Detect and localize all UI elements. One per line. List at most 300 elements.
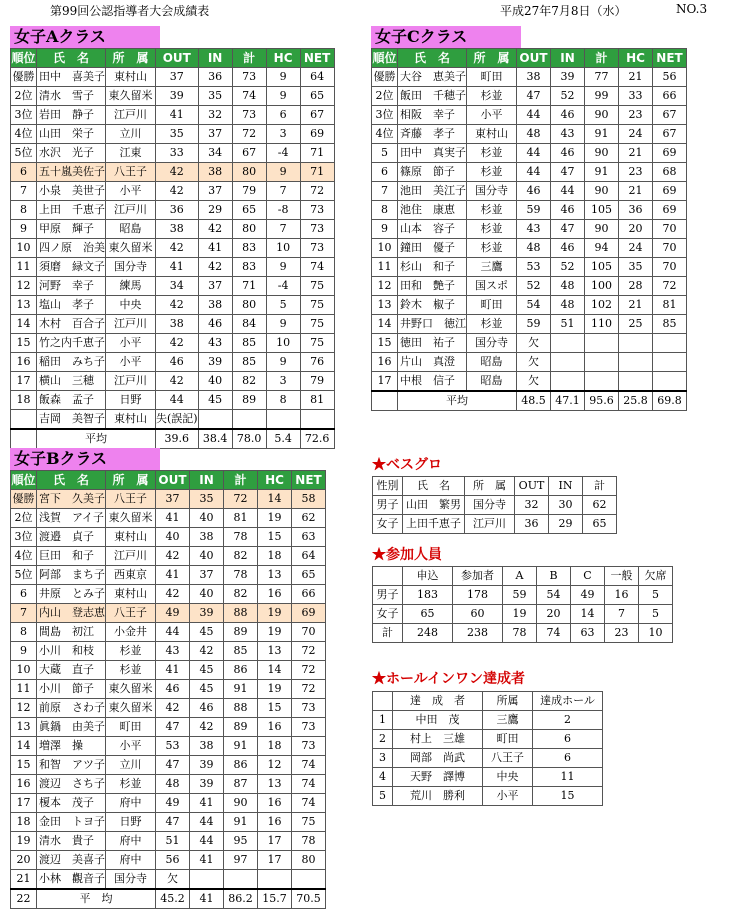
cell-club: 東久留米 bbox=[106, 699, 156, 718]
table-cell: 三鷹 bbox=[483, 711, 533, 730]
table-row bbox=[372, 201, 687, 220]
cell-hc bbox=[266, 410, 300, 430]
cell-out: 51 bbox=[156, 832, 190, 851]
cell-rank: 2位 bbox=[11, 87, 37, 106]
cell-out: 46 bbox=[156, 680, 190, 699]
table-row bbox=[11, 623, 326, 642]
cell-in: 37 bbox=[198, 125, 232, 144]
cell-rank: 5位 bbox=[11, 566, 37, 585]
cell-in: 45 bbox=[190, 680, 224, 699]
col-header-hc: HC bbox=[258, 471, 292, 490]
cell-club: 三鷹 bbox=[467, 258, 517, 277]
cell-club: 東村山 bbox=[106, 528, 156, 547]
cell-total: 90 bbox=[585, 144, 619, 163]
cell-club: 東久留米 bbox=[106, 87, 156, 106]
class-a-section bbox=[10, 26, 335, 449]
cell-in: 38 bbox=[190, 737, 224, 756]
cell-out: 41 bbox=[156, 661, 190, 680]
cell-name: 井原 とみ子 bbox=[37, 585, 106, 604]
cell-hc: 14 bbox=[258, 661, 292, 680]
table-cell: 178 bbox=[453, 586, 503, 605]
class-c-title: 女子Cクラス bbox=[371, 26, 521, 48]
cell-rank: 5位 bbox=[11, 144, 37, 163]
cell-net: 56 bbox=[653, 68, 687, 87]
cell-rank: 17 bbox=[372, 372, 398, 392]
cell-name: 田中 喜美子 bbox=[37, 68, 106, 87]
cell-name: 池田 美江子 bbox=[398, 182, 467, 201]
cell-name: 徳田 祐子 bbox=[398, 334, 467, 353]
table-cell: 八王子 bbox=[483, 749, 533, 768]
table-row bbox=[372, 372, 687, 392]
cell-out: 失(誤記) bbox=[156, 410, 199, 430]
cell-out: 38 bbox=[517, 68, 551, 87]
class_b-header-row bbox=[11, 471, 326, 490]
cell-out: 54 bbox=[517, 296, 551, 315]
average-out: 45.2 bbox=[156, 889, 190, 909]
cell-rank: 15 bbox=[11, 334, 37, 353]
cell-in: 41 bbox=[190, 794, 224, 813]
cell-in: 45 bbox=[190, 661, 224, 680]
cell-net: 76 bbox=[300, 353, 334, 372]
cell-in bbox=[551, 334, 585, 353]
cell-out: 44 bbox=[156, 391, 199, 410]
cell-net: 75 bbox=[292, 813, 326, 832]
table-cell: 10 bbox=[639, 624, 673, 643]
cell-total: 91 bbox=[585, 163, 619, 182]
cell-rank: 16 bbox=[372, 353, 398, 372]
cell-rank: 17 bbox=[11, 372, 37, 391]
cell-out: 欠 bbox=[156, 870, 190, 890]
cell-hc: 7 bbox=[266, 220, 300, 239]
cell-hc bbox=[619, 353, 653, 372]
cell-total: 83 bbox=[232, 239, 266, 258]
cell-in: 38 bbox=[190, 528, 224, 547]
cell-name: 横山 三穂 bbox=[37, 372, 106, 391]
cell-rank: 優勝 bbox=[372, 68, 398, 87]
table-cell: 4 bbox=[373, 768, 393, 787]
cell-hc: 35 bbox=[619, 258, 653, 277]
cell-out: 43 bbox=[156, 642, 190, 661]
cell-total: 91 bbox=[224, 737, 258, 756]
table-row bbox=[11, 144, 335, 163]
table-cell: 29 bbox=[549, 515, 583, 534]
cell-in: 51 bbox=[551, 315, 585, 334]
table-cell: 小平 bbox=[483, 787, 533, 806]
cell-net: 72 bbox=[292, 642, 326, 661]
cell-club: 東久留米 bbox=[106, 509, 156, 528]
cell-in: 48 bbox=[551, 277, 585, 296]
cell-total: 67 bbox=[232, 144, 266, 163]
cell-hc: 19 bbox=[258, 623, 292, 642]
col-header: 所属 bbox=[483, 692, 533, 711]
cell-name: 渡辺 さち子 bbox=[37, 775, 106, 794]
cell-hc: 16 bbox=[258, 718, 292, 737]
cell-name: 小川 和枝 bbox=[37, 642, 106, 661]
cell-club: 国分寺 bbox=[467, 334, 517, 353]
table-cell: 20 bbox=[537, 605, 571, 624]
average-hc: 5.4 bbox=[266, 429, 300, 449]
average-in: 41 bbox=[190, 889, 224, 909]
table-cell: 男子 bbox=[373, 496, 403, 515]
cell-in: 35 bbox=[190, 490, 224, 509]
cell-in: 46 bbox=[551, 201, 585, 220]
cell-hc: 6 bbox=[266, 106, 300, 125]
page-number: NO.3 bbox=[676, 2, 708, 16]
best-gross-table bbox=[372, 476, 617, 534]
cell-rank: 9 bbox=[372, 220, 398, 239]
cell-rank: 7 bbox=[11, 604, 37, 623]
cell-total: 82 bbox=[224, 547, 258, 566]
cell-club: 小平 bbox=[106, 737, 156, 756]
cell-hc: 10 bbox=[266, 239, 300, 258]
cell-rank: 8 bbox=[11, 201, 37, 220]
average-in: 47.1 bbox=[551, 391, 585, 411]
col-header-rank: 順位 bbox=[372, 49, 398, 68]
average-in: 38.4 bbox=[198, 429, 232, 449]
cell-hc bbox=[619, 334, 653, 353]
table-row bbox=[11, 220, 335, 239]
cell-out: 41 bbox=[156, 509, 190, 528]
col-header-net: NET bbox=[292, 471, 326, 490]
cell-in: 35 bbox=[198, 87, 232, 106]
doc-title: 第99回公認指導者大会成績表 bbox=[50, 4, 210, 18]
cell-hc: 9 bbox=[266, 315, 300, 334]
cell-net: 71 bbox=[300, 163, 334, 182]
table-row bbox=[372, 163, 687, 182]
cell-in: 47 bbox=[551, 220, 585, 239]
class_a-header-row bbox=[11, 49, 335, 68]
col-header: 所 属 bbox=[465, 477, 515, 496]
cell-rank: 10 bbox=[11, 239, 37, 258]
cell-name: 吉岡 美智子 bbox=[37, 410, 106, 430]
cell-hc: 9 bbox=[266, 68, 300, 87]
cell-in bbox=[551, 353, 585, 372]
cell-net bbox=[653, 334, 687, 353]
best_gross-header-row bbox=[373, 477, 617, 496]
cell-in: 41 bbox=[198, 239, 232, 258]
cell-hc: 23 bbox=[619, 163, 653, 182]
average-label: 平均 bbox=[37, 429, 156, 449]
cell-rank: 3位 bbox=[11, 528, 37, 547]
cell-rank: 3位 bbox=[11, 106, 37, 125]
cell-rank: 9 bbox=[11, 642, 37, 661]
cell-in: 37 bbox=[190, 566, 224, 585]
cell-name: 榎本 茂子 bbox=[37, 794, 106, 813]
cell-out: 42 bbox=[156, 372, 199, 391]
col-header-total: 計 bbox=[585, 49, 619, 68]
col-header-rank: 順位 bbox=[11, 471, 37, 490]
cell-in: 40 bbox=[190, 547, 224, 566]
average-row bbox=[372, 391, 687, 411]
cell-club: 杉並 bbox=[467, 144, 517, 163]
cell-total: 80 bbox=[232, 220, 266, 239]
cell-hc: 23 bbox=[619, 106, 653, 125]
cell-club: 杉並 bbox=[467, 220, 517, 239]
cell-name: 鐘田 優子 bbox=[398, 239, 467, 258]
hole-in-one-table bbox=[372, 691, 603, 806]
cell-net: 73 bbox=[292, 737, 326, 756]
cell-rank: 3位 bbox=[372, 106, 398, 125]
cell-out: 40 bbox=[156, 528, 190, 547]
cell-hc: 9 bbox=[266, 87, 300, 106]
col-header: A bbox=[503, 567, 537, 586]
cell-club: 江戸川 bbox=[106, 201, 156, 220]
cell-net: 70 bbox=[653, 220, 687, 239]
cell-in: 37 bbox=[198, 277, 232, 296]
cell-in: 39 bbox=[198, 353, 232, 372]
table-cell: 6 bbox=[533, 730, 603, 749]
table-row bbox=[373, 749, 603, 768]
table-row bbox=[11, 87, 335, 106]
cell-rank: 21 bbox=[11, 870, 37, 890]
class-a-table bbox=[10, 48, 335, 449]
table-row bbox=[11, 737, 326, 756]
cell-net: 69 bbox=[653, 144, 687, 163]
table-row bbox=[11, 528, 326, 547]
cell-rank: 18 bbox=[11, 813, 37, 832]
table-row bbox=[11, 125, 335, 144]
average-net: 69.8 bbox=[653, 391, 687, 411]
cell-rank: 2位 bbox=[11, 509, 37, 528]
table-row bbox=[373, 605, 673, 624]
average-blank bbox=[372, 391, 398, 411]
cell-rank: 12 bbox=[11, 277, 37, 296]
cell-name: 前原 さわ子 bbox=[37, 699, 106, 718]
cell-hc: 17 bbox=[258, 851, 292, 870]
cell-club: 日野 bbox=[106, 391, 156, 410]
cell-out: 38 bbox=[156, 315, 199, 334]
cell-total bbox=[585, 334, 619, 353]
cell-rank: 6 bbox=[372, 163, 398, 182]
cell-name: 間島 初江 bbox=[37, 623, 106, 642]
cell-name: 河野 幸子 bbox=[37, 277, 106, 296]
cell-club: 町田 bbox=[467, 68, 517, 87]
cell-club: 江戸川 bbox=[106, 315, 156, 334]
table-row bbox=[373, 515, 617, 534]
table-cell: 16 bbox=[605, 586, 639, 605]
cell-out: 41 bbox=[156, 258, 199, 277]
cell-hc: 9 bbox=[266, 163, 300, 182]
table-row bbox=[11, 756, 326, 775]
cell-out: 欠 bbox=[517, 372, 551, 392]
cell-rank: 13 bbox=[372, 296, 398, 315]
table-row bbox=[372, 258, 687, 277]
cell-name: 塩山 孝子 bbox=[37, 296, 106, 315]
table-row bbox=[11, 296, 335, 315]
cell-club: 府中 bbox=[106, 794, 156, 813]
cell-club: 杉並 bbox=[106, 661, 156, 680]
cell-net: 75 bbox=[300, 296, 334, 315]
cell-name: 眞鍋 由美子 bbox=[37, 718, 106, 737]
cell-club: 東久留米 bbox=[106, 239, 156, 258]
cell-out: 42 bbox=[156, 296, 199, 315]
cell-rank: 15 bbox=[372, 334, 398, 353]
col-header-in: IN bbox=[551, 49, 585, 68]
cell-club: 町田 bbox=[106, 718, 156, 737]
col-header-out: OUT bbox=[156, 49, 199, 68]
col-header-in: IN bbox=[190, 471, 224, 490]
table-row bbox=[372, 239, 687, 258]
cell-rank: 18 bbox=[11, 391, 37, 410]
cell-name: 金田 トヨ子 bbox=[37, 813, 106, 832]
table-row bbox=[11, 277, 335, 296]
cell-hc: 13 bbox=[258, 642, 292, 661]
table-cell: 62 bbox=[583, 496, 617, 515]
cell-rank: 11 bbox=[11, 680, 37, 699]
cell-hc: 15 bbox=[258, 528, 292, 547]
cell-in: 39 bbox=[551, 68, 585, 87]
table-row bbox=[11, 547, 326, 566]
table-cell: 村上 三雄 bbox=[393, 730, 483, 749]
table-cell: 江戸川 bbox=[465, 515, 515, 534]
cell-total: 89 bbox=[224, 718, 258, 737]
cell-out: 53 bbox=[517, 258, 551, 277]
cell-total: 105 bbox=[585, 258, 619, 277]
cell-in: 29 bbox=[198, 201, 232, 220]
cell-out: 43 bbox=[517, 220, 551, 239]
cell-in: 44 bbox=[551, 182, 585, 201]
cell-out: 56 bbox=[156, 851, 190, 870]
col-header-club: 所 属 bbox=[106, 49, 156, 68]
cell-rank: 16 bbox=[11, 353, 37, 372]
cell-hc: 16 bbox=[258, 794, 292, 813]
cell-name: 岩田 静子 bbox=[37, 106, 106, 125]
col-header bbox=[373, 567, 403, 586]
table-row bbox=[372, 182, 687, 201]
table-row bbox=[11, 604, 326, 623]
col-header: 欠席 bbox=[639, 567, 673, 586]
cell-out: 59 bbox=[517, 201, 551, 220]
cell-hc bbox=[258, 870, 292, 890]
cell-out: 42 bbox=[156, 334, 199, 353]
cell-in: 46 bbox=[190, 699, 224, 718]
table-cell: 1 bbox=[373, 711, 393, 730]
table-row bbox=[372, 353, 687, 372]
cell-out: 38 bbox=[156, 220, 199, 239]
cell-rank: 4位 bbox=[11, 125, 37, 144]
cell-name: 四ノ原 治美 bbox=[37, 239, 106, 258]
cell-net bbox=[300, 410, 334, 430]
cell-total: 85 bbox=[232, 353, 266, 372]
table-cell: 2 bbox=[533, 711, 603, 730]
cell-out: 47 bbox=[156, 813, 190, 832]
cell-hc: 20 bbox=[619, 220, 653, 239]
table-cell: 65 bbox=[583, 515, 617, 534]
cell-name: 和智 アツ子 bbox=[37, 756, 106, 775]
table-row bbox=[11, 68, 335, 87]
cell-in: 32 bbox=[198, 106, 232, 125]
cell-rank: 9 bbox=[11, 220, 37, 239]
cell-net: 68 bbox=[653, 163, 687, 182]
average-count: 22 bbox=[11, 889, 37, 909]
cell-out: 53 bbox=[156, 737, 190, 756]
cell-hc: -4 bbox=[266, 144, 300, 163]
cell-hc: 21 bbox=[619, 296, 653, 315]
class-b-section bbox=[10, 448, 326, 909]
table-row bbox=[372, 315, 687, 334]
cell-in bbox=[190, 870, 224, 890]
cell-out: 48 bbox=[156, 775, 190, 794]
col-header: 達成ホール bbox=[533, 692, 603, 711]
cell-club: 小平 bbox=[106, 182, 156, 201]
col-header: 性別 bbox=[373, 477, 403, 496]
table-row bbox=[372, 87, 687, 106]
table-cell: 3 bbox=[373, 749, 393, 768]
table-cell: 2 bbox=[373, 730, 393, 749]
table-cell: 5 bbox=[639, 586, 673, 605]
cell-net: 70 bbox=[292, 623, 326, 642]
cell-rank: 12 bbox=[372, 277, 398, 296]
cell-hc: 14 bbox=[258, 490, 292, 509]
cell-club: 国分寺 bbox=[106, 870, 156, 890]
table-row bbox=[11, 201, 335, 220]
cell-hc: 18 bbox=[258, 547, 292, 566]
average-total: 78.0 bbox=[232, 429, 266, 449]
cell-hc: 15 bbox=[258, 699, 292, 718]
cell-out: 48 bbox=[517, 239, 551, 258]
cell-total: 74 bbox=[232, 87, 266, 106]
table-row bbox=[373, 730, 603, 749]
cell-net: 62 bbox=[292, 509, 326, 528]
table-row bbox=[11, 106, 335, 125]
table-row bbox=[11, 163, 335, 182]
cell-rank: 11 bbox=[372, 258, 398, 277]
cell-club: 小平 bbox=[106, 353, 156, 372]
cell-hc: 28 bbox=[619, 277, 653, 296]
cell-total: 72 bbox=[224, 490, 258, 509]
cell-total: 73 bbox=[232, 106, 266, 125]
cell-rank: 20 bbox=[11, 851, 37, 870]
cell-name: 相阪 幸子 bbox=[398, 106, 467, 125]
cell-out: 44 bbox=[156, 623, 190, 642]
cell-total: 90 bbox=[224, 794, 258, 813]
participants-header-row bbox=[373, 567, 673, 586]
cell-in: 46 bbox=[551, 106, 585, 125]
cell-out: 33 bbox=[156, 144, 199, 163]
table-row bbox=[373, 496, 617, 515]
table-cell: 78 bbox=[503, 624, 537, 643]
table-row bbox=[11, 566, 326, 585]
cell-rank: 2位 bbox=[372, 87, 398, 106]
cell-in: 42 bbox=[198, 258, 232, 277]
cell-in: 39 bbox=[190, 604, 224, 623]
table-row bbox=[11, 718, 326, 737]
cell-club: 杉並 bbox=[106, 775, 156, 794]
cell-name: 池住 康恵 bbox=[398, 201, 467, 220]
cell-rank: 4位 bbox=[372, 125, 398, 144]
cell-total: 78 bbox=[224, 528, 258, 547]
cell-total: 79 bbox=[232, 182, 266, 201]
class-c-section bbox=[371, 26, 687, 411]
cell-in: 34 bbox=[198, 144, 232, 163]
cell-name: 杉山 和子 bbox=[398, 258, 467, 277]
hole_in_one-header-row bbox=[373, 692, 603, 711]
table-cell: 7 bbox=[605, 605, 639, 624]
cell-hc: 21 bbox=[619, 144, 653, 163]
cell-total: 99 bbox=[585, 87, 619, 106]
cell-club: 練馬 bbox=[106, 277, 156, 296]
table-row bbox=[373, 768, 603, 787]
cell-net: 72 bbox=[653, 277, 687, 296]
table-cell: 中央 bbox=[483, 768, 533, 787]
cell-hc: 19 bbox=[258, 509, 292, 528]
cell-club: 立川 bbox=[106, 756, 156, 775]
cell-hc: 19 bbox=[258, 680, 292, 699]
table-row bbox=[11, 585, 326, 604]
cell-hc: 5 bbox=[266, 296, 300, 315]
cell-out: 49 bbox=[156, 794, 190, 813]
table-row bbox=[372, 220, 687, 239]
